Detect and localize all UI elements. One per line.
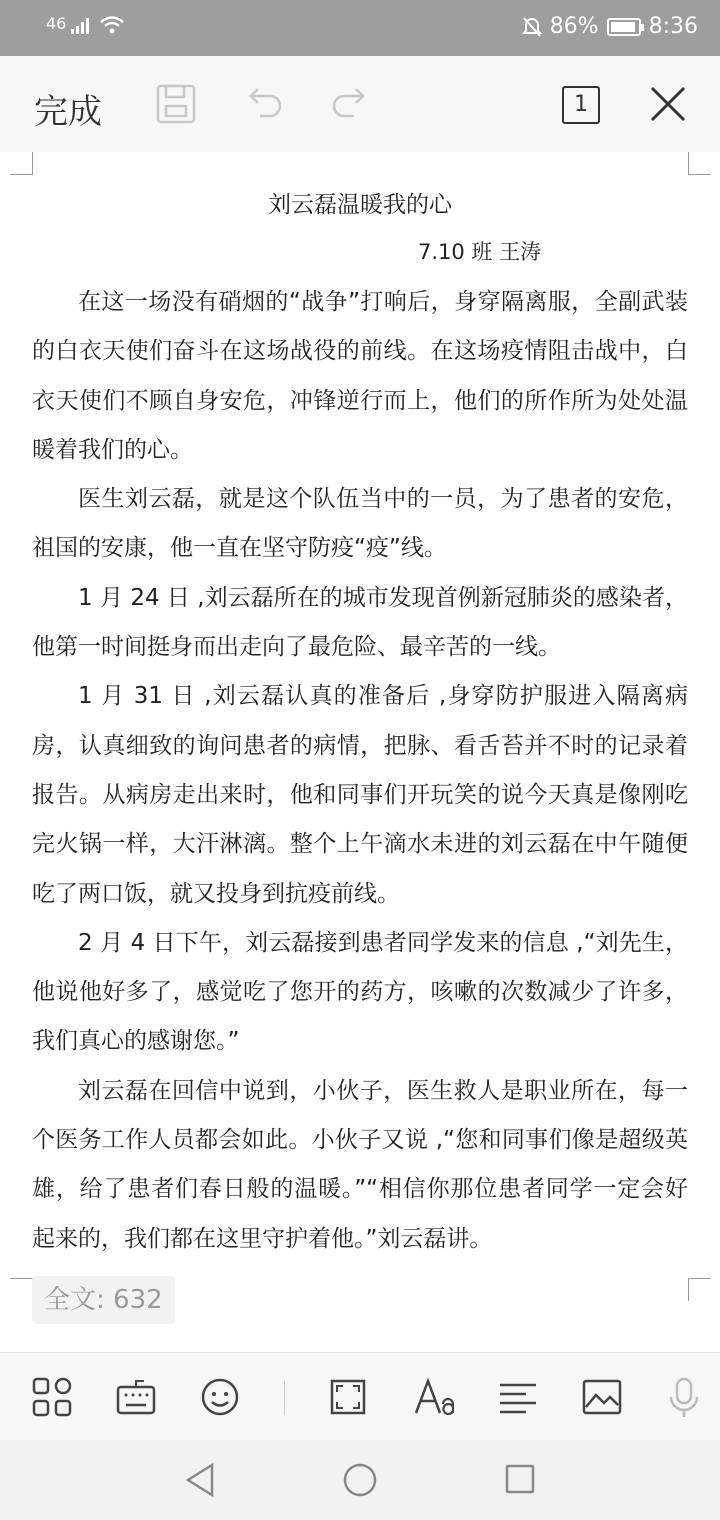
apps-icon[interactable] bbox=[30, 1375, 74, 1419]
corner-mark-bottom-right bbox=[688, 1278, 711, 1301]
paragraph: 1 月 31 日 ,刘云磊认真的准备后 ,身穿防护服进入隔离病房，认真细致的询问患者的病情，把脉、看舌苔并不时的记录着报告。从病房走出来时，他和同事们开玩笑的说今天真是像刚吃完火锅一样，大汗淋漓。整个上午滴水未进的刘云磊在中午随便吃了两口饭，就又投身到抗疫前线。 bbox=[32, 683, 688, 907]
undo-icon[interactable] bbox=[242, 82, 286, 126]
font-style-icon[interactable] bbox=[412, 1375, 456, 1419]
save-icon[interactable] bbox=[154, 82, 198, 126]
home-icon[interactable] bbox=[342, 1462, 378, 1498]
editor-toolbar bbox=[0, 56, 720, 153]
corner-mark-bottom-left bbox=[10, 1278, 33, 1301]
emoji-icon[interactable] bbox=[198, 1375, 242, 1419]
system-nav-bar bbox=[0, 1440, 720, 1520]
fullscreen-icon[interactable] bbox=[326, 1375, 370, 1419]
close-icon[interactable] bbox=[646, 82, 690, 126]
toolbar-divider bbox=[284, 1381, 285, 1415]
status-left bbox=[46, 14, 125, 35]
wifi-icon bbox=[99, 15, 125, 35]
document-title: 刘云磊温暖我的心 bbox=[268, 192, 452, 218]
paragraph: 刘云磊在回信中说到，小伙子，医生救人是职业所在，每一个医务工作人员都会如此。小伙子又说 ,“您和同事们像是超级英雄，给了患者们春日般的温暖。”“相信你那位患者同学一定会好起来的，我们都在这里守护着他。”刘云磊讲。 bbox=[32, 1077, 688, 1252]
corner-mark-top-right bbox=[688, 152, 711, 175]
battery-icon bbox=[607, 18, 641, 36]
image-icon[interactable] bbox=[580, 1375, 624, 1419]
network-label: 46 bbox=[46, 14, 67, 33]
format-toolbar bbox=[0, 1352, 720, 1441]
paragraph: 医生刘云磊，就是这个队伍当中的一员，为了患者的安危，祖国的安康，他一直在坚守防疫“疫”线。 bbox=[32, 486, 688, 562]
paragraph: 1 月 24 日 ,刘云磊所在的城市发现首例新冠肺炎的感染者，他第一时间挺身而出走向了最危险、最辛苦的一线。 bbox=[32, 584, 688, 661]
document-author: 7.10 班 王涛 bbox=[418, 240, 542, 264]
status-bar bbox=[0, 0, 720, 56]
document-page[interactable] bbox=[0, 152, 720, 1352]
page-count: 1 bbox=[574, 92, 588, 117]
document-body[interactable] bbox=[32, 278, 688, 1264]
back-icon[interactable] bbox=[184, 1462, 216, 1498]
paragraph: 2 月 4 日下午，刘云磊接到患者同学发来的信息 ,“刘先生，他说他好多了，感觉吃了您开的药方，咳嗽的次数减少了许多，我们真心的感谢您。” bbox=[32, 929, 688, 1055]
clock: 8:36 bbox=[648, 14, 698, 39]
done-button[interactable]: 完成 bbox=[34, 92, 102, 132]
paragraph: 在这一场没有硝烟的“战争”打响后，身穿隔离服，全副武装的白衣天使们奋斗在这场战役的前线。在这场疫情阻击战中，白衣天使们不顾自身安危，冲锋逆行而上，他们的所作所为处处温暖着我们的心。 bbox=[32, 289, 688, 463]
signal-icon bbox=[71, 16, 93, 34]
status-right bbox=[522, 14, 698, 39]
align-icon[interactable] bbox=[496, 1375, 540, 1419]
page-count-button[interactable] bbox=[562, 86, 600, 124]
keyboard-icon[interactable] bbox=[114, 1375, 158, 1419]
redo-icon[interactable] bbox=[328, 82, 372, 126]
recents-icon[interactable] bbox=[504, 1462, 536, 1498]
mute-icon bbox=[522, 16, 542, 38]
battery-percent: 86% bbox=[549, 14, 599, 39]
word-count-badge: 全文: 632 bbox=[32, 1276, 175, 1324]
microphone-icon[interactable] bbox=[662, 1375, 706, 1419]
corner-mark-top-left bbox=[10, 152, 33, 175]
